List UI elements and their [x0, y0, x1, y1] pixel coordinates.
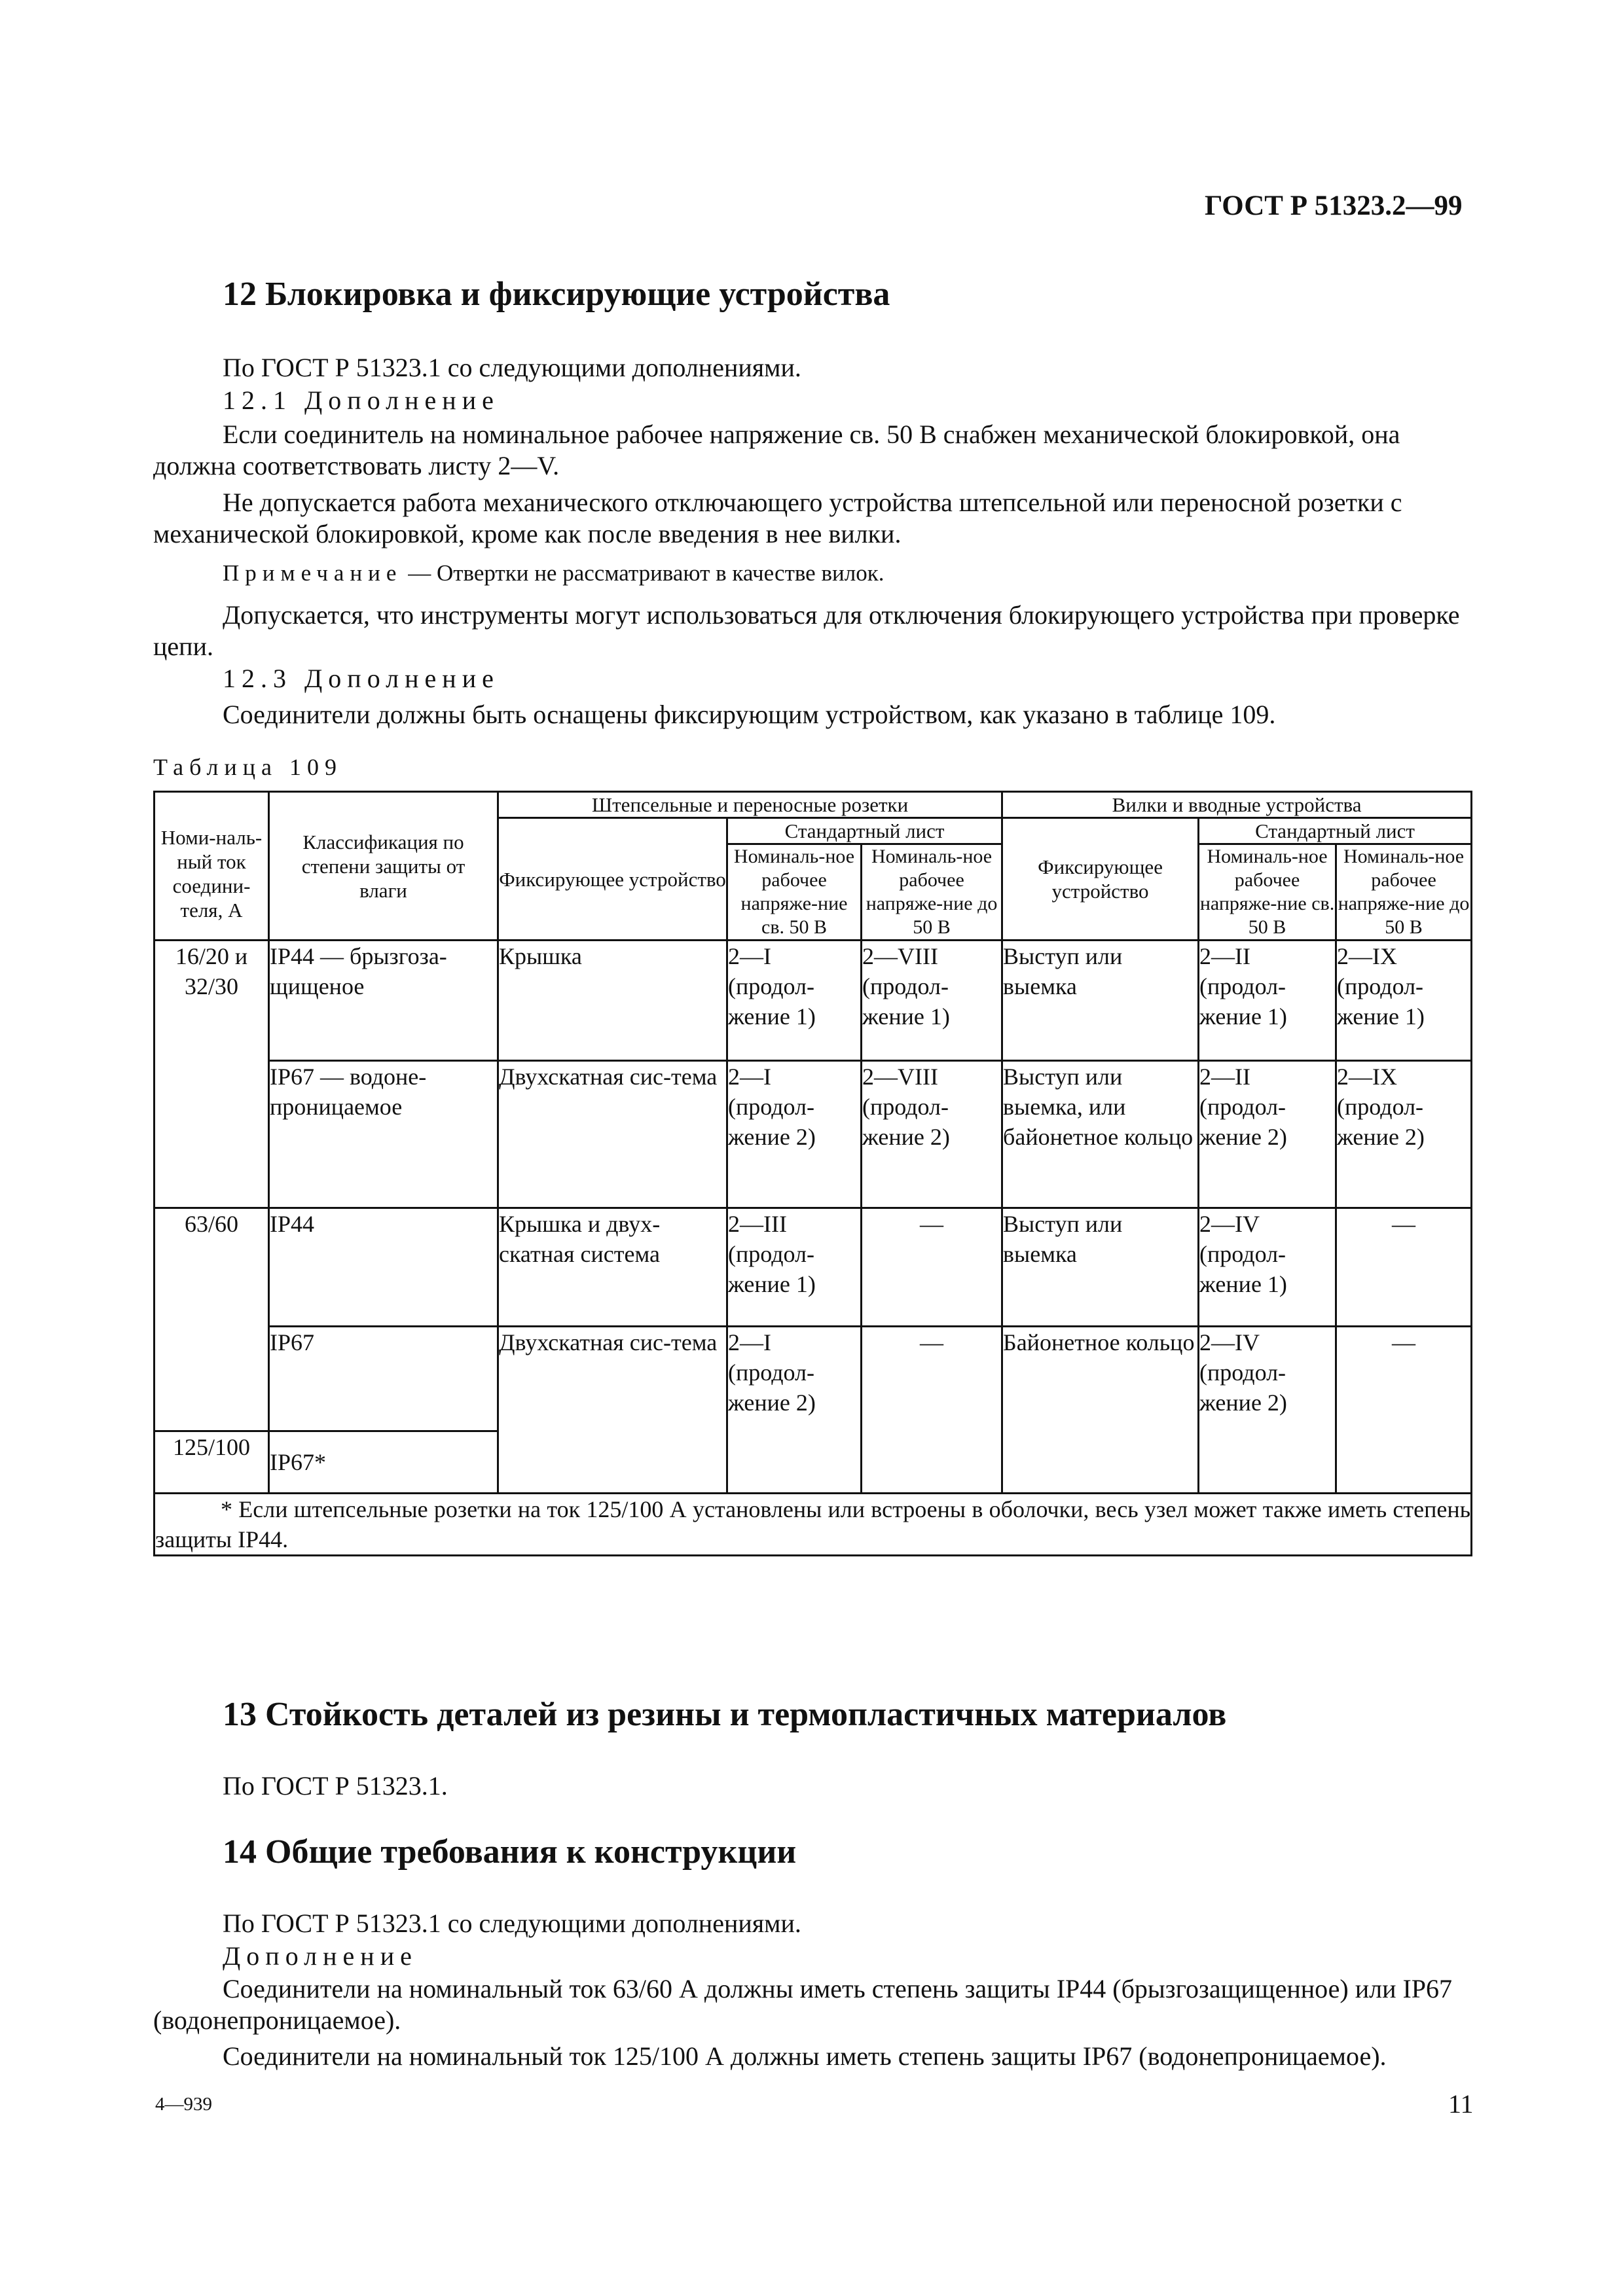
cell-socket-over-50: 2—III (продол-жение 1): [727, 1208, 862, 1327]
cell-plug-over-50: 2—II (продол-жение 1): [1199, 941, 1336, 1061]
cell-current: 63/60: [155, 1208, 269, 1431]
cell-class: IP67: [269, 1327, 498, 1431]
header-classification: Классификация по степени защиты от влаги: [269, 792, 498, 941]
table-row: [155, 1061, 1472, 1208]
cell-plug-upto-50: —: [1336, 1327, 1472, 1494]
cell-socket-over-50: 2—I (продол-жение 2): [727, 1061, 862, 1208]
cell-plug-device: Байонетное кольцо: [1002, 1327, 1199, 1494]
section-14-para-3: Соединители на номинальный ток 125/100 А должны иметь степень защиты IP67 (водонепроницаемое).: [223, 2041, 1387, 2071]
section-14-intro: По ГОСТ Р 51323.1 со следующими дополнениями.: [223, 1909, 801, 1938]
cell-current: 16/20 и 32/30: [155, 941, 269, 1208]
section-12-title: 12 Блокировка и фиксирующие устройства: [223, 276, 890, 313]
clause-12-1-label: 12.1 Дополнение: [223, 386, 500, 415]
table-row: [155, 1327, 1472, 1431]
clause-12-1-para-1: Если соединитель на номинальное рабочее напряжение св. 50 В снабжен механической блокировкой, она должна соответствовать листу 2—V.: [153, 420, 1400, 480]
clause-12-3-label: 12.3 Дополнение: [223, 664, 500, 693]
header-socket-locking-device: Фиксирующее устройство: [498, 818, 727, 941]
table-caption: Таблица 109: [153, 754, 342, 780]
header-sockets-group: Штепсельные и переносные розетки: [498, 792, 1002, 818]
cell-current: 125/100: [155, 1431, 269, 1494]
cell-class: IP67*: [269, 1431, 498, 1494]
clause-12-1-para-2: Не допускается работа механического отключающего устройства штепсельной или переносной розетки с механической блокировкой, кроме как после введения в нее вилки.: [153, 488, 1402, 548]
cell-socket-device: Двухскатная сис-тема: [498, 1327, 727, 1494]
header-plugs-group: Вилки и вводные устройства: [1002, 792, 1472, 818]
cell-socket-upto-50: 2—VIII (продол-жение 2): [862, 1061, 1002, 1208]
header-socket-voltage-over-50: Номиналь-ное рабочее напряже-ние св. 50 В: [727, 844, 862, 941]
cell-plug-over-50: 2—IV (продол-жение 2): [1199, 1327, 1336, 1494]
clause-12-3-para-1: Соединители должны быть оснащены фиксирующим устройством, как указано в таблице 109.: [223, 700, 1276, 729]
section-13-para-1: По ГОСТ Р 51323.1.: [223, 1771, 448, 1801]
section-14-title: 14 Общие требования к конструкции: [223, 1833, 797, 1871]
section-14-para-2: Соединители на номинальный ток 63/60 А должны иметь степень защиты IP44 (брызгозащищенное) или IP67 (водонепроницаемое).: [153, 1974, 1453, 2035]
cell-plug-over-50: 2—IV (продол-жение 1): [1199, 1208, 1336, 1327]
section-13-title: 13 Стойкость деталей из резины и термопластичных материалов: [223, 1696, 1227, 1733]
document-header: ГОСТ Р 51323.2—99: [1205, 190, 1463, 221]
cell-class: IP44: [269, 1208, 498, 1327]
section-12-intro: По ГОСТ Р 51323.1 со следующими дополнениями.: [223, 353, 801, 382]
note-text: — Отвертки не рассматривают в качестве вилок.: [402, 560, 884, 586]
cell-socket-device: Крышка и двух-скатная система: [498, 1208, 727, 1327]
table-row: [155, 941, 1472, 1061]
cell-class: IP44 — брызгоза-щищеное: [269, 941, 498, 1061]
header-socket-voltage-upto-50: Номиналь-ное рабочее напряже-ние до 50 В: [862, 844, 1002, 941]
footer-print-code: 4—939: [155, 2094, 212, 2115]
section-14-label: Дополнение: [223, 1941, 418, 1971]
cell-plug-over-50: 2—II (продол-жение 2): [1199, 1061, 1336, 1208]
header-plug-standard-sheet: Стандартный лист: [1199, 818, 1472, 844]
cell-socket-upto-50: —: [862, 1327, 1002, 1494]
table-row: [155, 1208, 1472, 1327]
header-socket-standard-sheet: Стандартный лист: [727, 818, 1002, 844]
cell-class: IP67 — водоне-проницаемое: [269, 1061, 498, 1208]
cell-socket-over-50: 2—I (продол-жение 1): [727, 941, 862, 1061]
cell-plug-upto-50: —: [1336, 1208, 1472, 1327]
header-plug-voltage-over-50: Номиналь-ное рабочее напряже-ние св. 50 В: [1199, 844, 1336, 941]
header-rated-current: Номи-наль-ный ток соедини-теля, А: [155, 792, 269, 941]
table-footnote: * Если штепсельные розетки на ток 125/100 А установлены или встроены в оболочки, весь узел может также иметь степень защиты IP44.: [155, 1494, 1472, 1556]
header-plug-voltage-upto-50: Номиналь-ное рабочее напряже-ние до 50 В: [1336, 844, 1472, 941]
cell-plug-device: Выступ или выемка: [1002, 1208, 1199, 1327]
page-number: 11: [1448, 2089, 1474, 2119]
note: [223, 558, 884, 588]
cell-plug-upto-50: 2—IX (продол-жение 2): [1336, 1061, 1472, 1208]
header-plug-locking-device: Фиксирующее устройство: [1002, 818, 1199, 941]
table-109: [153, 791, 1472, 1556]
cell-socket-upto-50: —: [862, 1208, 1002, 1327]
cell-plug-device: Выступ или выемка: [1002, 941, 1199, 1061]
clause-12-1-para-3: Допускается, что инструменты могут использоваться для отключения блокирующего устройства при проверке цепи.: [153, 600, 1460, 661]
cell-plug-upto-50: 2—IX (продол-жение 1): [1336, 941, 1472, 1061]
cell-socket-device: Двухскатная сис-тема: [498, 1061, 727, 1208]
cell-socket-upto-50: 2—VIII (продол-жение 1): [862, 941, 1002, 1061]
note-label: Примечание: [223, 560, 403, 586]
cell-socket-over-50: 2—I (продол-жение 2): [727, 1327, 862, 1494]
cell-socket-device: Крышка: [498, 941, 727, 1061]
cell-plug-device: Выступ или выемка, или байонетное кольцо: [1002, 1061, 1199, 1208]
table-footnote-row: [155, 1494, 1472, 1556]
